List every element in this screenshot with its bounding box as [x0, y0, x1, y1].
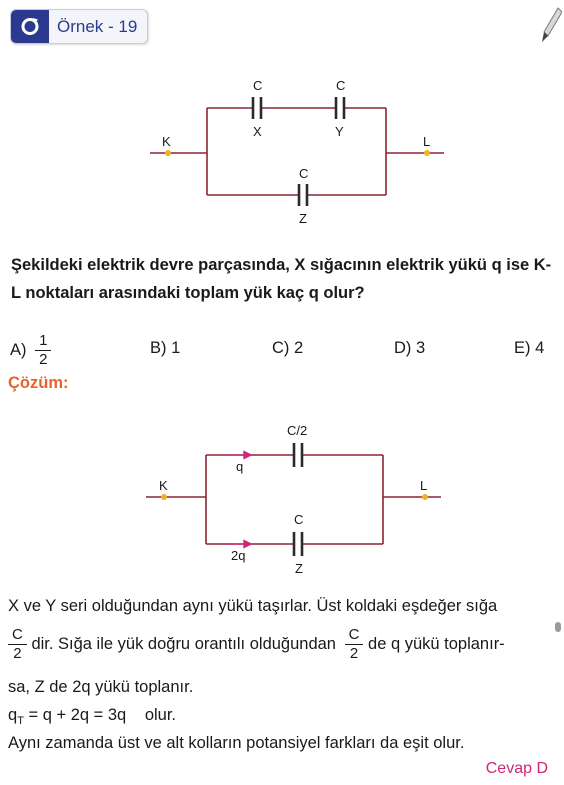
- solution-line-5: Aynı zamanda üst ve alt kolların potansiyel farkları da eşit olur.: [8, 734, 465, 752]
- label-k: K: [162, 134, 171, 149]
- option-c-value: 2: [294, 339, 304, 357]
- label-x: X: [253, 124, 262, 139]
- fraction-denominator: 2: [349, 645, 359, 662]
- fraction-numerator: 1: [35, 332, 51, 351]
- node-k: [161, 494, 167, 500]
- eq-olur: olur.: [144, 706, 176, 724]
- label-q: q: [236, 459, 244, 474]
- node-l: [422, 494, 428, 500]
- refresh-icon: [11, 10, 49, 43]
- solution-line-1: X ve Y seri olduğundan aynı yükü taşırlar. Üst koldaki eşdeğer sığa: [8, 597, 498, 615]
- option-a[interactable]: [10, 332, 51, 369]
- option-b-letter: B): [150, 339, 167, 357]
- solution-line-2b: de q yükü toplanır-: [368, 634, 505, 653]
- label-l: L: [423, 134, 431, 149]
- label-cy: C: [336, 78, 346, 93]
- circuit-diagram-solution: [0, 415, 564, 585]
- label-z: Z: [295, 561, 303, 576]
- option-c-letter: C): [272, 339, 290, 357]
- option-a-fraction: [35, 332, 51, 369]
- current-arrow-bottom: [244, 541, 251, 548]
- solution-line-3: sa, Z de 2q yükü toplanır.: [8, 678, 194, 696]
- page-edge-mark: [555, 622, 561, 632]
- label-cx: C: [253, 78, 263, 93]
- option-a-letter: A): [10, 340, 27, 359]
- fraction-denominator: 2: [13, 645, 22, 662]
- option-e[interactable]: [514, 339, 544, 358]
- fraction-denominator: 2: [39, 351, 48, 368]
- eq-subscript: T: [17, 715, 24, 727]
- node-l: [424, 150, 430, 156]
- label-y: Y: [335, 124, 344, 139]
- circuit-diagram-question: [0, 70, 564, 230]
- solution-label: Çözüm:: [8, 374, 69, 392]
- pen-icon: [540, 6, 562, 44]
- label-z: Z: [299, 211, 307, 226]
- solution-line-2: [8, 626, 553, 663]
- node-k: [165, 150, 171, 156]
- option-d[interactable]: [394, 339, 425, 358]
- fraction-c-over-2: [345, 626, 364, 663]
- option-d-value: 3: [416, 339, 426, 357]
- option-b[interactable]: [150, 339, 180, 358]
- option-e-value: 4: [535, 339, 545, 357]
- question-text: Şekildeki elektrik devre parçasında, X sığacının elektrik yükü q ise K-L noktaları arasındaki toplam yük kaç q olur?: [11, 256, 552, 302]
- example-header-tab: [10, 9, 148, 44]
- label-cz: C: [299, 166, 309, 181]
- label-2q: 2q: [231, 548, 246, 563]
- option-c[interactable]: [272, 339, 303, 358]
- label-c: C: [294, 512, 304, 527]
- solution-line-2a: dir. Sığa ile yük doğru orantılı olduğundan: [31, 634, 336, 653]
- fraction-numerator: C: [8, 626, 27, 645]
- eq-rest: = q + 2q = 3q: [23, 706, 127, 724]
- eq-q: q: [8, 706, 18, 724]
- option-b-value: 1: [171, 339, 181, 357]
- label-c-half: C/2: [287, 423, 308, 438]
- example-title: Örnek - 19: [57, 17, 138, 36]
- fraction-c-over-2: [8, 626, 27, 663]
- label-k: K: [159, 478, 168, 493]
- label-l: L: [420, 478, 428, 493]
- answer-label: Cevap D: [485, 760, 548, 777]
- option-e-letter: E): [514, 339, 531, 357]
- fraction-numerator: C: [345, 626, 364, 645]
- solution-equation: [8, 706, 553, 725]
- option-d-letter: D): [394, 339, 412, 357]
- current-arrow-top: [244, 452, 251, 459]
